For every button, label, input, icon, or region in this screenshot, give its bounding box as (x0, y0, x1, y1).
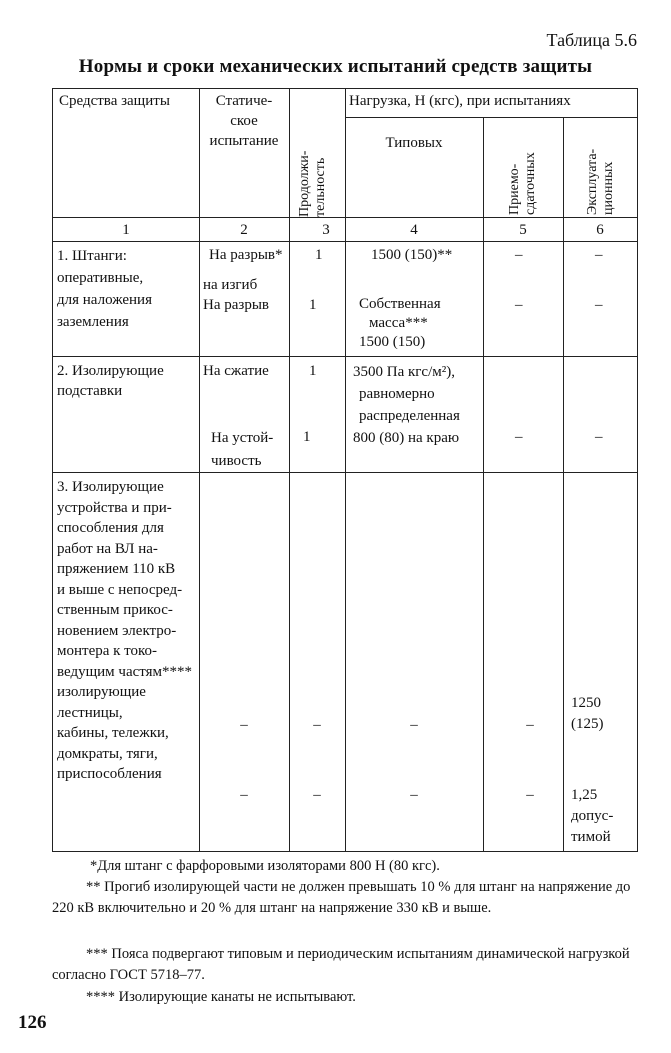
col-number-5: 5 (519, 222, 527, 238)
row3-fixtures-acceptance: – (526, 787, 534, 803)
norms-table (52, 88, 638, 852)
col-line-2 (289, 89, 290, 852)
row1-operational-1: – (595, 247, 603, 263)
row1-name: 1. Штанги: оперативные, для наложения заземления (57, 248, 152, 330)
header-acceptance-tests: Приемо- сдаточных (507, 152, 538, 215)
row3-fixtures-type: – (410, 787, 418, 803)
row2-duration-1: 1 (309, 363, 317, 379)
row1-static-2: на изгиб (203, 277, 258, 293)
footnote-4: **** Изолирующие канаты не испытывают. (86, 989, 356, 1005)
page-number: 126 (18, 1012, 47, 1033)
col-number-3: 3 (322, 222, 330, 238)
row1-acceptance-2: – (515, 297, 523, 313)
header-protection-means: Средства защиты (59, 93, 170, 109)
footnote-1: *Для штанг с фарфоровыми изоляторами 800 Н (80 кгс). (90, 858, 440, 874)
row3-ladders-operational: 1250 (125) (571, 695, 604, 732)
footnote-2: ** Прогиб изолирующей части не должен превышать 10 % для штанг на напряжение до 220 кВ включительно и 20 % для штанг на напряжение 330 кВ и выше. (52, 879, 631, 916)
row3-fixtures-duration: – (313, 787, 321, 803)
table-label: Таблица 5.6 (546, 30, 637, 50)
col-number-2: 2 (240, 222, 248, 238)
header-static-test: Статиче- ское испытание (209, 93, 279, 149)
header-duration: Продолжи- тельность (297, 150, 328, 217)
header-operational-tests: Эксплуата- ционных (585, 148, 616, 215)
col-line-3 (345, 89, 346, 852)
group-header-line (345, 117, 637, 118)
header-bottom-line (53, 217, 637, 218)
row1-bottom-line (53, 356, 637, 357)
row1-acceptance-1: – (515, 247, 523, 263)
row2-name: 2. Изолирующие подставки (57, 363, 164, 399)
row3-ladders-acceptance: – (526, 717, 534, 733)
row1-duration-2: 1 (309, 297, 317, 313)
row2-static-1: На сжатие (203, 363, 269, 379)
col-line-1 (199, 89, 200, 852)
table-title: Нормы и сроки механических испытаний средств защиты (78, 56, 593, 77)
row3-ladders-static: – (240, 717, 248, 733)
row3-fixtures-operational: 1,25 допус- тимой (571, 787, 614, 845)
row3-name: 3. Изолирующие устройства и при- способления для работ на ВЛ на- пряжением 110 кВ и выше с непосред- ственным прикос- новением электро- монтера к токо- ведущим частям**** изолирующие лестницы, кабины, тележки, домкраты, тяги, приспособления (57, 479, 193, 782)
header-load-group: Нагрузка, Н (кгс), при испытаниях (349, 93, 571, 109)
header-type-tests: Типовых (385, 135, 443, 151)
row1-static-3: На разрыв (203, 297, 269, 313)
row1-static-1: На разрыв* (209, 247, 283, 263)
col-number-4: 4 (410, 222, 418, 238)
row3-ladders-type: – (410, 717, 418, 733)
footnote-3: *** Пояса подвергают типовым и периодическим испытаниям динамической нагрузкой согласно ГОСТ 5718–77. (52, 946, 630, 983)
row1-type-1: 1500 (150)** (371, 247, 453, 263)
row2-acceptance: – (515, 429, 523, 445)
row2-operational: – (595, 429, 603, 445)
row1-operational-2: – (595, 297, 603, 313)
row3-fixtures-static: – (240, 787, 248, 803)
row2-bottom-line (53, 472, 637, 473)
row2-type: 3500 Па кгс/м²), равномерно распределенная 800 (80) на краю (353, 364, 460, 446)
row2-duration-2: 1 (303, 429, 311, 445)
row2-static-2: На устой- чивость (211, 430, 274, 469)
row1-duration-1: 1 (315, 247, 323, 263)
numbers-bottom-line (53, 241, 637, 242)
row1-type-2: Собственная масса*** 1500 (150) (359, 296, 441, 350)
col-number-6: 6 (596, 222, 604, 238)
col-number-1: 1 (122, 222, 130, 238)
row3-ladders-duration: – (313, 717, 321, 733)
